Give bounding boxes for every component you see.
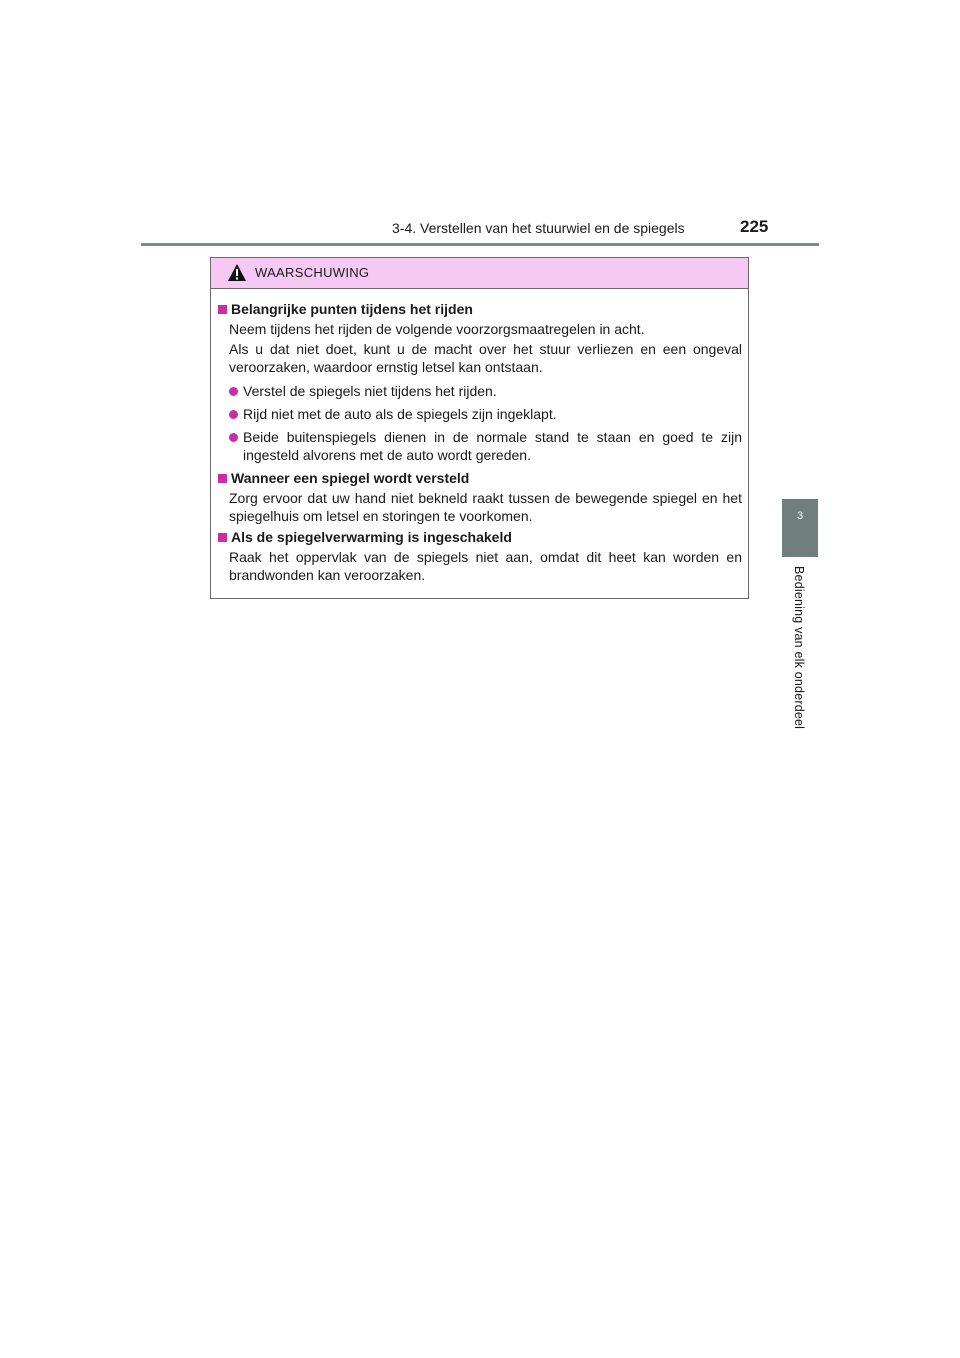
section-paragraphs: [217, 548, 742, 584]
warning-section: [217, 300, 742, 464]
list-item: [217, 428, 742, 464]
list-item-text: Rijd niet met de auto als de spiegels zijn ingeklapt.: [243, 406, 557, 422]
warning-triangle-icon: [227, 263, 247, 282]
warning-body: [211, 289, 748, 584]
warning-header: [211, 258, 748, 289]
list-item: [217, 382, 742, 400]
bullet-list: [217, 382, 742, 464]
paragraph: Raak het oppervlak van de spiegels niet aan, omdat dit heet kan worden en brandwonden kan veroorzaken.: [229, 549, 742, 583]
warning-section: [217, 528, 742, 584]
warning-label: WAARSCHUWING: [255, 265, 370, 280]
section-paragraphs: [217, 320, 742, 376]
header-divider: [141, 243, 819, 246]
warning-section: [217, 469, 742, 525]
chapter-label: Bediening van elk onderdeel: [792, 566, 806, 730]
list-item-text: Verstel de spiegels niet tijdens het rijden.: [243, 383, 497, 399]
list-item: [217, 405, 742, 423]
paragraph: Als u dat niet doet, kunt u de macht over het stuur verliezen en een ongeval veroorzaken, waardoor ernstig letsel kan ontstaan.: [229, 341, 742, 375]
section-title-text: Als de spiegelverwarming is ingeschakeld: [231, 529, 512, 545]
chapter-tab: [782, 499, 818, 557]
section-title: [217, 469, 742, 487]
paragraph: Zorg ervoor dat uw hand niet bekneld raakt tussen de bewegende spiegel en het spiegelhuis om letsel en storingen te voorkomen.: [229, 490, 742, 524]
chapter-number: 3: [796, 510, 804, 522]
section-title: [217, 528, 742, 546]
square-bullet-icon: [218, 474, 227, 483]
circle-bullet-icon: [229, 387, 238, 396]
section-title-text: Belangrijke punten tijdens het rijden: [231, 301, 473, 317]
section-title: [217, 300, 742, 318]
warning-box: [210, 257, 749, 599]
circle-bullet-icon: [229, 433, 238, 442]
list-item-text: Beide buitenspiegels dienen in de normale stand te staan en goed te zijn ingesteld alvorens met de auto wordt gereden.: [243, 429, 742, 463]
section-title-text: Wanneer een spiegel wordt versteld: [231, 470, 470, 486]
square-bullet-icon: [218, 533, 227, 542]
running-header-title: 3-4. Verstellen van het stuurwiel en de spiegels: [392, 220, 685, 236]
square-bullet-icon: [218, 305, 227, 314]
circle-bullet-icon: [229, 410, 238, 419]
page-number: 225: [740, 217, 769, 236]
paragraph: Neem tijdens het rijden de volgende voorzorgsmaatregelen in acht.: [229, 321, 645, 337]
section-paragraphs: [217, 489, 742, 525]
